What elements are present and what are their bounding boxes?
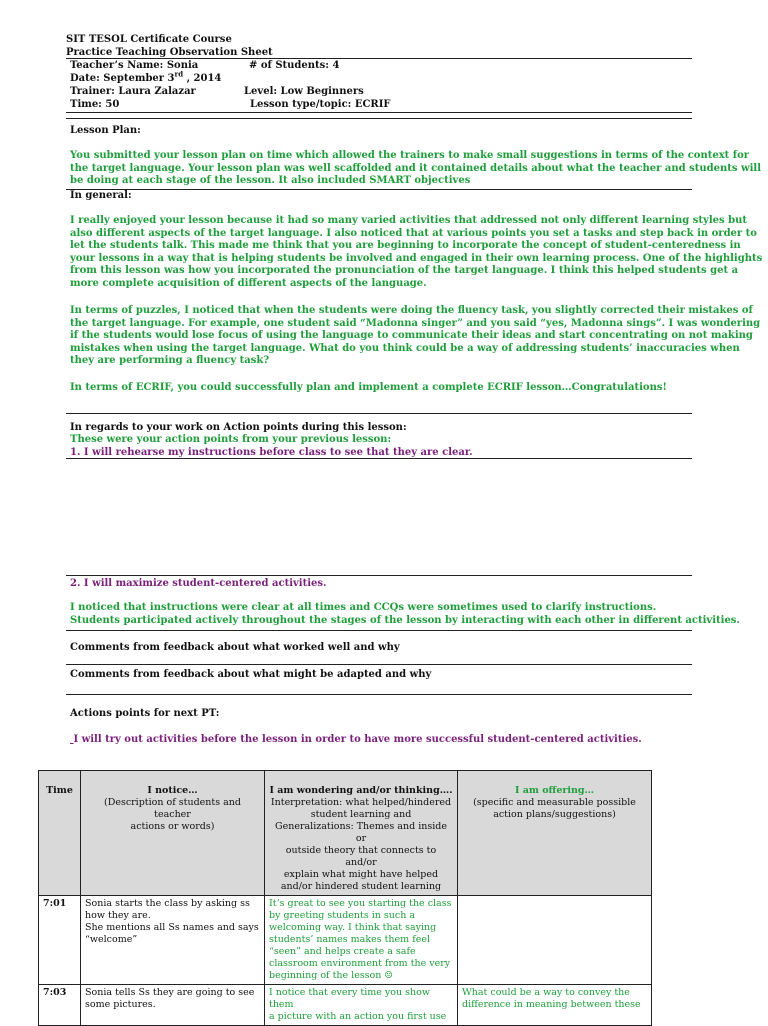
row-offering <box>458 896 652 985</box>
action-point-1: 1. I will rehearse my instructions before class to see that they are clear. <box>70 447 473 458</box>
divider <box>66 458 692 459</box>
action-point-2: 2. I will maximize student-centered activities. <box>70 578 327 589</box>
divider <box>66 575 692 576</box>
level: Level: Low Beginners <box>244 86 364 97</box>
action-points-heading: In regards to your work on Action points during this lesson: <box>70 422 407 433</box>
general-label: In general: <box>70 190 132 201</box>
lesson-plan-comment: You submitted your lesson plan on time which allowed the trainers to make small suggestions in terms of the context for the target language. Your lesson plan was well scaffolded and it contained details about what the teacher and students will be doing at each stage of the lesson. It also included SMART objectives <box>70 150 762 187</box>
divider <box>66 118 692 119</box>
general-paragraph-2: In terms of puzzles, I noticed that when the students were doing the fluency task, you slightly corrected their mistakes of the target language. For example, one student said “Madonna singer” and you said “yes, Madonna sings”. I was wondering if the students would lose focus of using the language to communicate their ideas and start concentrating on not making mistakes when using the target language. What do you think could be a way of addressing students’ inaccuracies when they are performing a fluency task? <box>70 305 761 367</box>
col-header-time: Time <box>39 771 81 896</box>
action-points-intro: These were your action points from your previous lesson: <box>70 434 392 445</box>
students-count: # of Students: 4 <box>249 60 340 71</box>
table-header-row <box>39 771 652 896</box>
sheet-title: Practice Teaching Observation Sheet <box>66 47 273 58</box>
course-title: SIT TESOL Certificate Course <box>66 34 232 45</box>
col-header-offering: I am offering… (specific and measurable possible action plans/suggestions) <box>458 771 652 896</box>
divider <box>66 189 692 190</box>
action-point-2-comments: I noticed that instructions were clear at all times and CCQs were sometimes used to clarify instructions. Students participated actively throughout the stages of the lesson by interacting with each other in different activities. <box>70 602 740 626</box>
row-notice: Sonia tells Ss they are going to see some pictures. <box>81 985 265 1026</box>
lesson-plan-label: Lesson Plan: <box>70 125 141 136</box>
divider <box>66 664 692 665</box>
adapted-label: Comments from feedback about what might be adapted and why <box>70 669 432 680</box>
next-actions-text: I will try out activities before the lesson in order to have more successful student-centered activities. <box>73 734 642 745</box>
trainer: Trainer: Laura Zalazar <box>70 86 196 97</box>
row-wondering: I notice that every time you show them a picture with an action you first use <box>265 985 458 1026</box>
divider <box>66 694 692 695</box>
general-paragraph-1: I really enjoyed your lesson because it had so many varied activities that addressed not only different learning styles but also different aspects of the target language. I also noticed that at various points you set a tasks and step back in order to let the students talk. This made me think that you are beginning to incorporate the concept of student-centeredness in your lessons in a way that is helping students be involved and engaged in their own learning process. One of the highlights from this lesson was how you incorporated the pronunciation of the target language. I think this helped students get a more complete acquisition of different aspects of the language. <box>70 215 763 289</box>
row-offering: What could be a way to convey the difference in meaning between these <box>458 985 652 1026</box>
divider <box>66 112 692 113</box>
table-row <box>39 896 652 985</box>
lesson-type: Lesson type/topic: ECRIF <box>250 99 391 110</box>
observation-table <box>38 770 652 1026</box>
worked-well-label: Comments from feedback about what worked well and why <box>70 642 400 653</box>
row-wondering: It’s great to see you starting the class by greeting students in such a welcoming way. I think that saying students’ names makes them feel “seen” and helps create a safe classroom environment from the very beginning of the lesson ☺ <box>265 896 458 985</box>
row-time: 7:03 <box>39 985 81 1026</box>
divider <box>66 630 692 631</box>
row-time: 7:01 <box>39 896 81 985</box>
next-actions-label: Actions points for next PT: <box>70 708 220 719</box>
col-header-wondering: I am wondering and/or thinking…. Interpretation: what helped/hindered student learning and Generalizations: Themes and inside or outside theory that connects to and/or explain what might have helped and/or hindered student learning <box>265 771 458 896</box>
general-paragraph-3: In terms of ECRIF, you could successfully plan and implement a complete ECRIF lesson…Congratulations! <box>70 382 667 393</box>
col-header-notice: I notice… (Description of students and teacher actions or words) <box>81 771 265 896</box>
teacher-name: Teacher’s Name: Sonia <box>70 60 199 71</box>
row-notice: Sonia starts the class by asking ss how they are. She mentions all Ss names and says “welcome” <box>81 896 265 985</box>
divider <box>66 413 692 414</box>
date: Date: September 3rd , 2014 <box>70 69 222 84</box>
time: Time: 50 <box>70 99 120 110</box>
table-row <box>39 985 652 1026</box>
